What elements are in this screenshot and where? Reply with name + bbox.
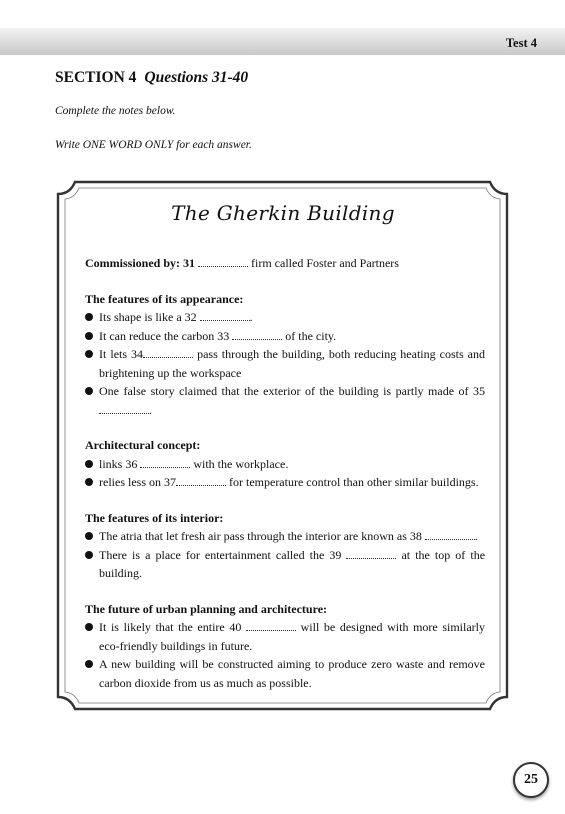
instruction-complete: Complete the notes below. <box>55 105 176 117</box>
appearance-bullet-2: It can reduce the carbon 33 of the city. <box>85 327 485 346</box>
commissioned-pre: Commissioned by: 31 <box>85 256 196 270</box>
bullet-icon <box>85 532 93 540</box>
bullet-icon <box>85 313 93 321</box>
bullet-icon <box>85 551 93 559</box>
bullet-icon <box>85 460 93 468</box>
interior-heading: The features of its interior: <box>85 510 224 525</box>
answer-blank-31[interactable] <box>198 256 248 267</box>
future-heading: The future of urban planning and architecture: <box>85 601 328 616</box>
answer-blank-36[interactable] <box>140 457 190 468</box>
page-number: 25 <box>513 762 549 798</box>
answer-blank-34[interactable] <box>143 347 193 358</box>
instruction-word-limit: Write ONE WORD ONLY for each answer. <box>55 139 252 151</box>
interior-bullet-2: There is a place for entertainment called the 39 at the top of the building. <box>85 546 485 583</box>
answer-blank-37[interactable] <box>176 475 226 486</box>
future-bullet-1: It is likely that the entire 40 will be designed with more similarly eco-friendly buildings in future. <box>85 618 485 655</box>
answer-blank-32[interactable] <box>200 310 250 321</box>
answer-blank-40[interactable] <box>246 620 296 631</box>
appearance-bullet-1: Its shape is like a 32 . <box>85 308 485 327</box>
bullet-icon <box>85 660 93 668</box>
commissioned-post: firm called Foster and Partners <box>251 256 399 270</box>
appearance-heading: The features of its appearance: <box>85 291 244 306</box>
concept-bullet-1: links 36 with the workplace. <box>85 455 485 474</box>
questions-range: Questions 31-40 <box>144 69 249 86</box>
notes-title: The Gherkin Building <box>171 201 395 225</box>
concept-heading: Architectural concept: <box>85 438 201 452</box>
bullet-icon <box>85 332 93 340</box>
appearance-bullet-4: One false story claimed that the exterior of the building is partly made of 35 . <box>85 382 485 419</box>
bullet-icon <box>85 350 93 358</box>
concept-bullet-2: relies less on 37 for temperature control than other similar buildings. <box>85 473 485 492</box>
answer-blank-38[interactable] <box>425 529 475 540</box>
answer-blank-35[interactable] <box>99 403 149 414</box>
answer-blank-33[interactable] <box>232 329 282 340</box>
bullet-icon <box>85 387 93 395</box>
bullet-icon <box>85 623 93 631</box>
section-label: SECTION 4 <box>55 69 137 86</box>
notes-content <box>85 254 485 692</box>
interior-bullet-1: The atria that let fresh air pass through the interior are known as 38 . <box>85 527 485 546</box>
commissioned-line <box>85 254 485 273</box>
bullet-icon <box>85 478 93 486</box>
answer-blank-39[interactable] <box>346 548 396 559</box>
appearance-bullet-3: It lets 34 pass through the building, both reducing heating costs and brightening up the workspace <box>85 345 485 382</box>
future-bullet-2: A new building will be constructed aiming to produce zero waste and remove carbon dioxide from us as much as possible. <box>85 655 485 692</box>
test-label: Test 4 <box>505 36 537 50</box>
